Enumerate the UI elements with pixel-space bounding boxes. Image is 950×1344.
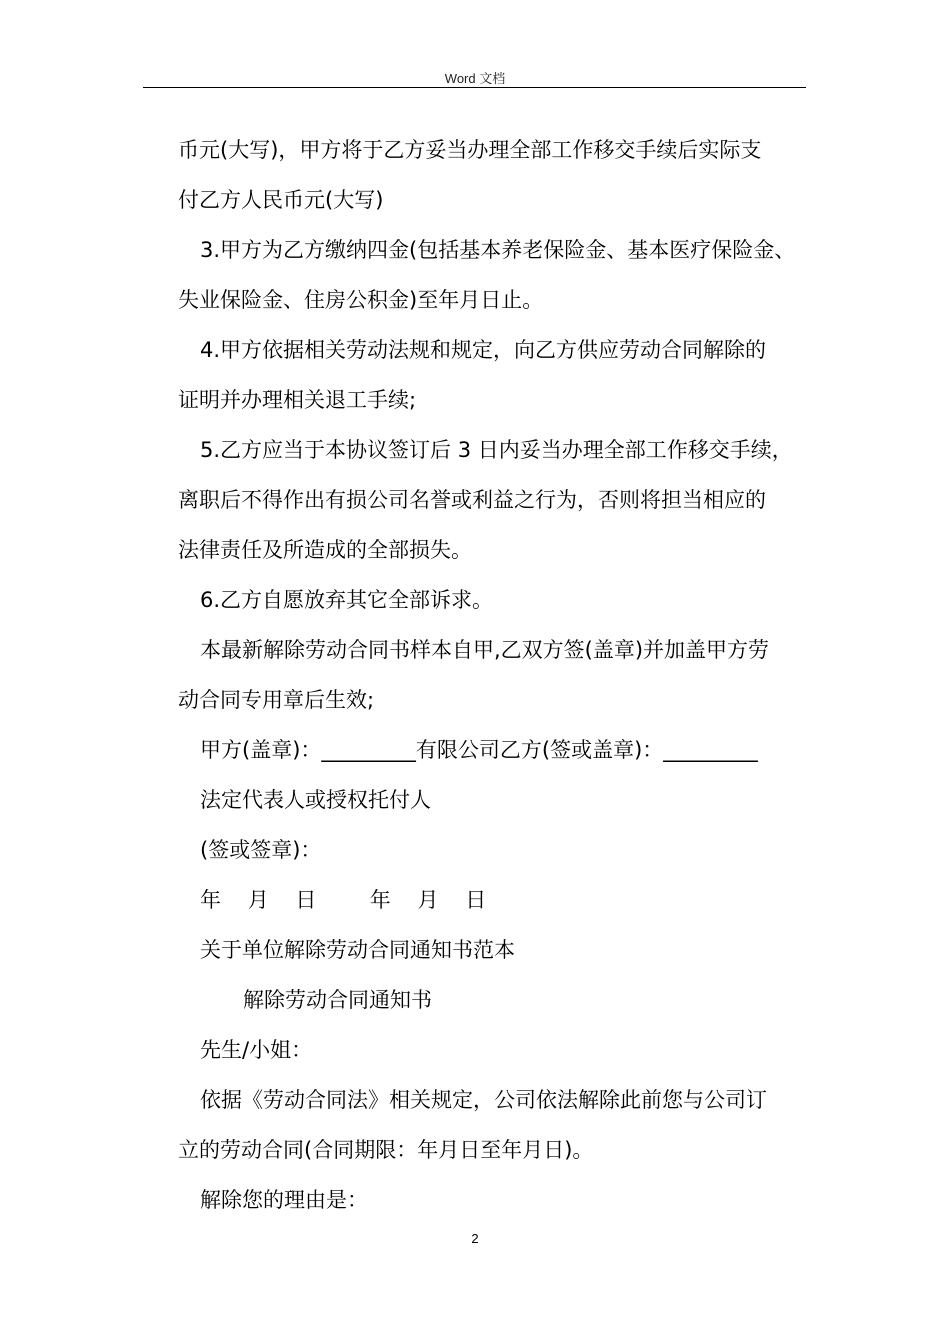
paragraph-line: 失业保险金、住房公积金)至年月日止。: [178, 288, 544, 312]
paragraph-line: 6.乙方自愿放弃其它全部诉求。: [200, 588, 494, 612]
paragraph-line: 证明并办理相关退工手续;: [178, 388, 417, 412]
page-number: 2: [471, 1231, 479, 1246]
paragraph-line: 动合同专用章后生效;: [178, 688, 375, 712]
notice-title: 解除劳动合同通知书: [243, 988, 432, 1012]
header-divider: [143, 87, 806, 88]
paragraph-line: 解除您的理由是：: [200, 1188, 368, 1212]
salutation: 先生/小姐：: [200, 1038, 313, 1062]
paragraph-line: 立的劳动合同(合同期限：年月日至年月日)。: [178, 1138, 594, 1162]
paragraph-line: 3.甲方为乙方缴纳四金(包括基本养老保险金、基本医疗保险金、: [200, 238, 796, 262]
paragraph-line: 法律责任及所造成的全部损失。: [178, 538, 472, 562]
paragraph-line: 付乙方人民币元(大写): [178, 188, 384, 212]
paragraph-line: (签或签章)：: [200, 838, 322, 862]
paragraph-line: 币元(大写)，甲方将于乙方妥当办理全部工作移交手续后实际支: [178, 138, 762, 162]
page-header: Word 文档: [444, 71, 506, 86]
paragraph-line: 依据《劳动合同法》相关规定，公司依法解除此前您与公司订: [200, 1088, 767, 1112]
date-line: 年 月 日 年 月 日: [200, 888, 487, 912]
paragraph-line: 本最新解除劳动合同书样本自甲,乙双方签(盖章)并加盖甲方劳: [200, 638, 770, 662]
paragraph-line: 4.甲方依据相关劳动法规和规定，向乙方供应劳动合同解除的: [200, 338, 767, 362]
section-title: 关于单位解除劳动合同通知书范本: [200, 938, 515, 962]
paragraph-line: 法定代表人或授权托付人: [200, 788, 431, 812]
paragraph-line: 离职后不得作出有损公司名誉或利益之行为，否则将担当相应的: [178, 488, 766, 512]
paragraph-line: 5.乙方应当于本协议签订后 3 日内妥当办理全部工作移交手续，: [200, 438, 793, 462]
signature-line: 甲方(盖章)：_________有限公司乙方(签或盖章)：_________: [200, 738, 758, 762]
